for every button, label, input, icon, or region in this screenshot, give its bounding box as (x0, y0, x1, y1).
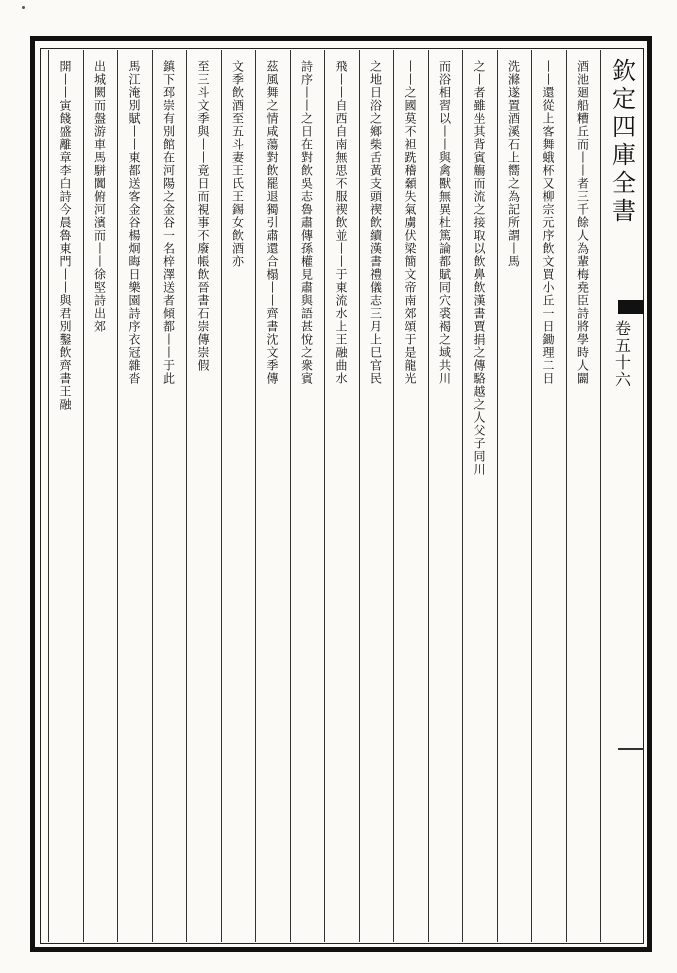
margin-book-title: 欽定四庫全書 (607, 58, 636, 226)
column-text: 至三斗文季與丨丨竟日而視事不廢帳飲晉書石崇傳崇假 (196, 60, 210, 372)
column-text: 丨丨之國莫不袒跣稽顙失氣虜伏梁簡文帝南郊頌于是龍光 (403, 60, 417, 385)
column-text: 茲風舞之情咸蕩對飲罷退獨引肅還合榻丨丨齊書沈文季傳 (265, 60, 279, 385)
column-text: 飛丨丨自西自南無思不服禊飲並丨丨于東流水上王融曲水 (334, 60, 348, 385)
fishtail-mark (618, 300, 644, 314)
column-rule (600, 50, 601, 942)
column-text: 之丨者雖坐其背賓觴而流之接取以飲鼻飲漢書賈捐之傳駱越之人父子同川 (472, 60, 486, 476)
column-rule (48, 50, 49, 942)
column-text: 而浴相習以丨丨與禽獸無異杜篤論都賦同穴裘褐之域共川 (437, 60, 452, 385)
column-text: 文季飲酒至五斗妻王氏王錫女飲酒亦 (230, 60, 245, 268)
scan-speck (22, 6, 25, 9)
column-text: 開丨丨寅餞盛離章李白詩今晨魯東門丨丨與君別鑿飲齊書王融 (58, 60, 72, 411)
column-text: 之地日浴之鄉柴舌黃支頭禊飲續漢書禮儀志三月上巳官民 (368, 60, 383, 385)
column-text: 詩序丨丨之日在對飲吳志魯肅傳孫權見肅與語甚悅之衆賓 (299, 60, 314, 385)
column-text: 馬江淹別賦丨丨東都送客金谷楊炯晦日樂園詩序衣冠雜沓 (127, 60, 141, 385)
text-column (43, 60, 87, 940)
margin-rule (618, 748, 644, 750)
column-text: 丨丨還從上客舞蛾杯又柳宗元序飲文買小丘一日鋤理二日 (541, 60, 555, 385)
column-text: 酒池廻船糟丘而丨丨者三千餘人為輩梅堯臣詩將學時人闢 (575, 60, 590, 385)
column-text: 洗滌遂置酒溪石上嚮之為記所謂丨馬 (506, 60, 521, 268)
column-text: 鎮下邳崇有別館在河陽之金谷一名梓澤送者傾都丨丨于此 (161, 60, 176, 385)
margin-volume-label: 卷五十六 (612, 320, 632, 388)
column-text: 出城闕而盤游車馬駢闐俯河濱而丨丨徐堅詩出郊 (92, 60, 107, 333)
